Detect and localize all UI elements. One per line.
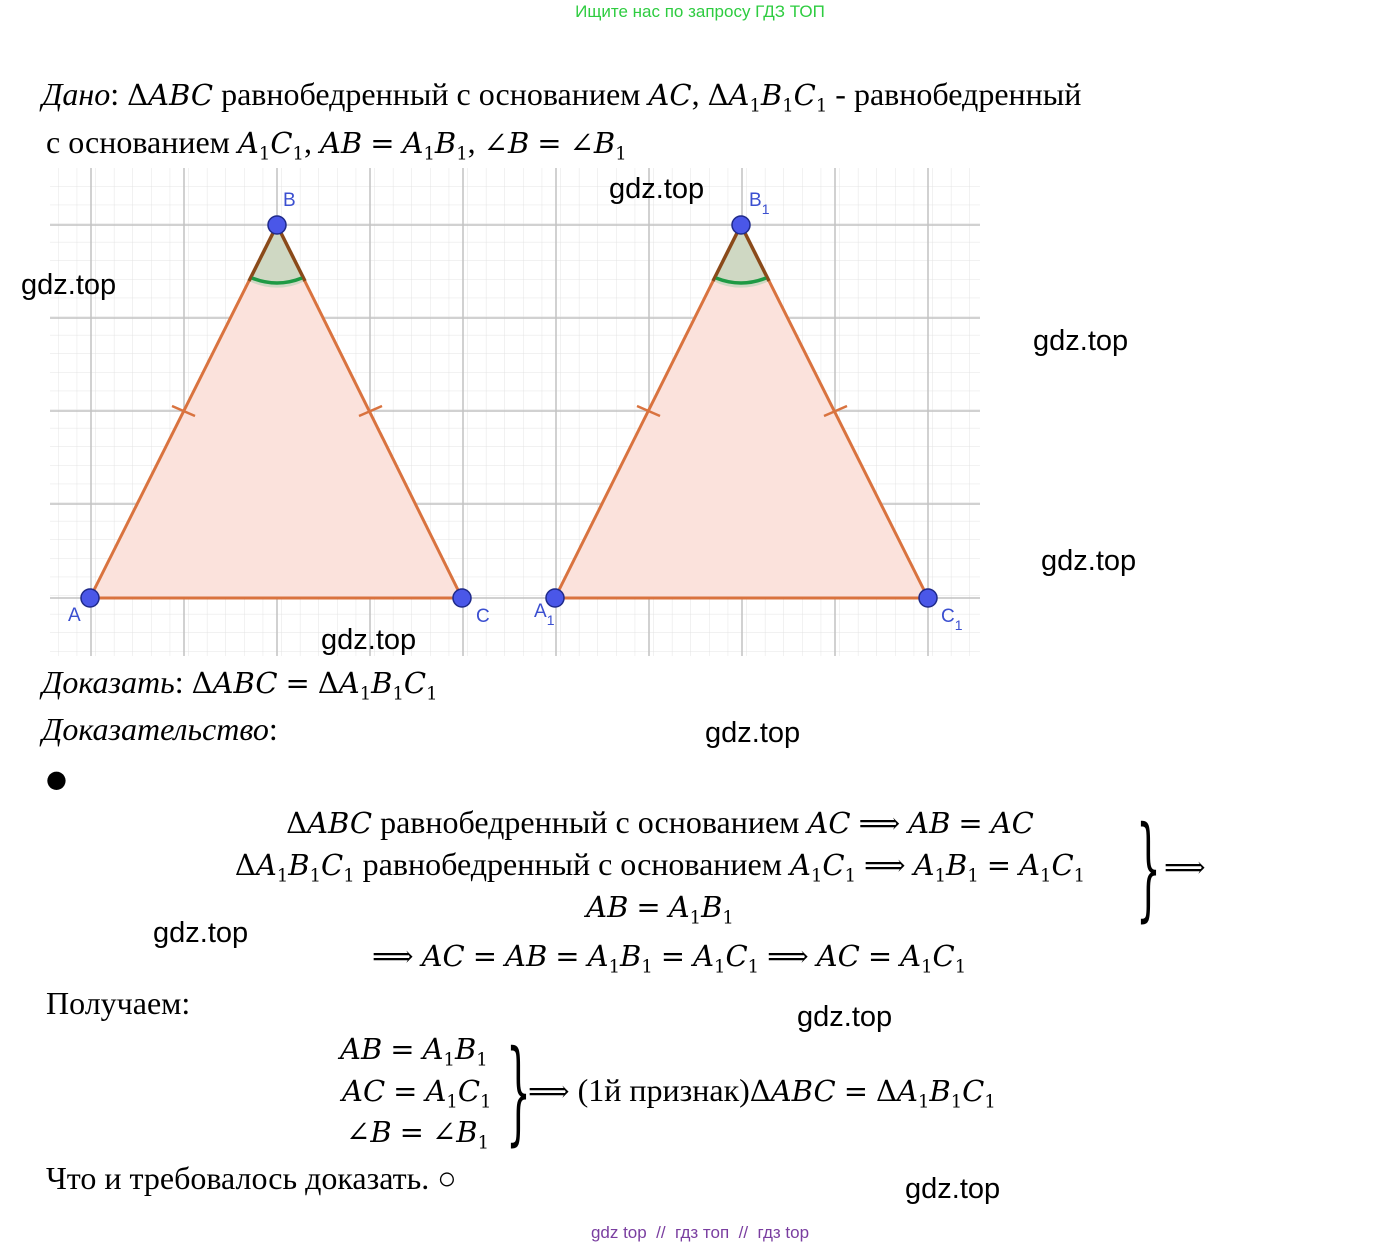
result-row-1: AB = $A_1B_1$ (340, 1032, 488, 1071)
label-b: B (283, 190, 296, 211)
watermark: gdz.top (321, 624, 417, 656)
proof-brace: } (1136, 803, 1161, 933)
given-text-1: равнобедренный с основанием (221, 76, 641, 112)
point-b (268, 216, 286, 234)
point-c1 (919, 589, 937, 607)
result-label: Получаем: (46, 985, 191, 1021)
bullet: ● (46, 765, 67, 793)
point-c (453, 589, 471, 607)
label-a1: $A_1$ (534, 601, 555, 628)
site-footer: gdz top // гдз топ // гдз top (590, 1223, 810, 1242)
given-text-3: с основанием (46, 124, 230, 160)
result-row-2: AC = $A_1C_1$ (342, 1074, 492, 1113)
watermark: gdz.top (1033, 325, 1129, 357)
label-b1: $B_1$ (749, 190, 770, 217)
watermark: gdz.top (153, 917, 249, 949)
criterion-text: (1й признак) (577, 1072, 750, 1108)
proof-label: Доказательство (42, 711, 269, 747)
result-conclusion: ⟹ (1й признак)ΔABC = $\Delta A_1B_1C_1$ (528, 1072, 996, 1113)
triangles-figure (40, 168, 990, 658)
proof-row-1: ΔABC равнобедренный с основанием AC ⟹ AB = AC (286, 804, 1034, 840)
watermark: gdz.top (609, 173, 705, 205)
given-line-1: Дано: ΔABC равнобедренный с основанием AC, $\Delta A_1B_1C_1$ - равнобедренный (42, 76, 1082, 117)
watermark: gdz.top (705, 717, 801, 749)
label-c1: $C_1$ (941, 606, 963, 633)
point-a1 (546, 589, 564, 607)
watermark: gdz.top (1041, 545, 1137, 577)
watermark: gdz.top (905, 1173, 1001, 1205)
qed-line: Что и требовалось доказать. ○ (46, 1160, 457, 1196)
proof-heading: Доказательство: (42, 711, 278, 747)
given-label: Дано (42, 76, 111, 112)
given-text-2: - равнобедренный (835, 76, 1082, 112)
result-brace: } (506, 1027, 531, 1157)
label-a: A (68, 605, 81, 626)
prove-label: Доказать (42, 664, 175, 700)
result-row-3: ∠B = $\angle B_1$ (346, 1115, 489, 1154)
proof-row-3: AB = $A_1B_1$ (586, 890, 734, 929)
point-a (81, 589, 99, 607)
proof-row-2-text: равнобедренный с основанием (362, 846, 782, 882)
watermark: gdz.top (797, 1001, 893, 1033)
label-c: C (476, 606, 490, 627)
proof-implies: ⟹ (1164, 850, 1206, 884)
prove-line: Доказать: $\Delta ABC = \Delta A_1B_1C_1$ (42, 664, 438, 705)
site-header: Ищите нас по запросу ГДЗ ТОП (575, 2, 825, 21)
point-b1 (732, 216, 750, 234)
proof-row-1-text: равнобедренный с основанием (380, 804, 800, 840)
given-line-2: с основанием $A_1C_1$, AB = $A_1B_1$, ∠B = $\angle B_1$ (46, 124, 627, 165)
proof-chain: ⟹ AC = AB = $A_1B_1 = A_1C_1$ ⟹ AC = $A_1C_1$ (372, 939, 967, 978)
proof-row-2: $\Delta A_1B_1C_1$ равнобедренный с основанием $A_1C_1$ ⟹ $A_1B_1 = A_1C_1$ (234, 846, 1086, 887)
watermark: gdz.top (21, 269, 117, 301)
